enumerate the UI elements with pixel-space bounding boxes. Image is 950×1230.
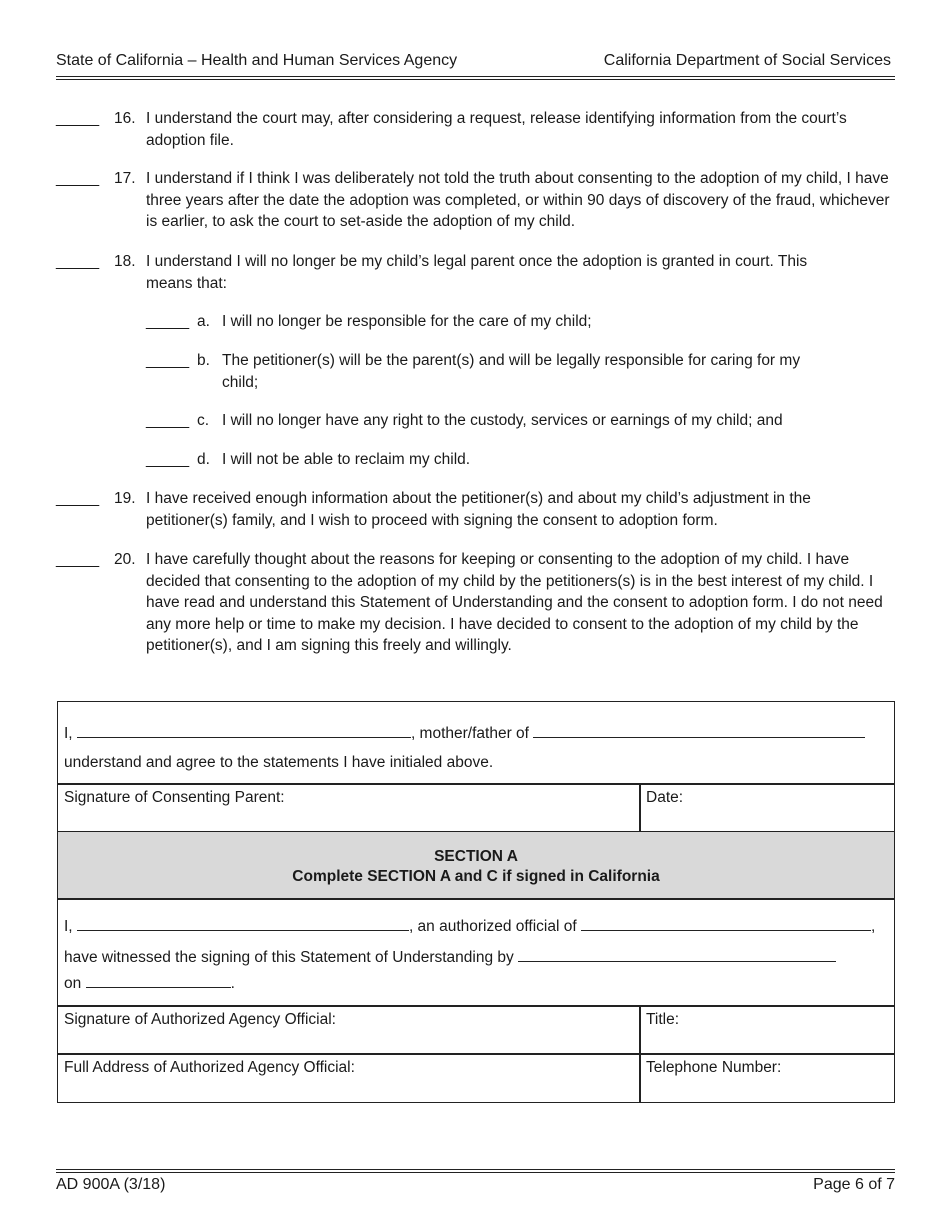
official-name-line: I, , an authorized official of , [64,918,876,935]
witness-line: have witnessed the signing of this Statement of Understanding by [64,947,836,967]
phone-label: Telephone Number: [646,1059,782,1076]
statement-number: 16. [114,110,136,127]
sub-text: I will no longer be responsible for the care of my child; [222,313,592,330]
statement-number: 19. [114,490,136,507]
statement-18c [146,410,846,432]
title-field[interactable] [641,1007,893,1053]
section-title: SECTION A [434,848,518,865]
address-label: Full Address of Authorized Agency Official: [64,1059,355,1076]
address-field[interactable] [58,1055,638,1101]
page-header [56,52,891,72]
sig-official-field[interactable] [58,1007,638,1053]
parent-name-line: I, , mother/father of [64,723,865,743]
sub-letter: a. [197,313,210,330]
initial-blank[interactable]: _____ [56,110,100,127]
sub-text: I will not be able to reclaim my child. [222,451,471,468]
footer-rule-2 [56,1172,895,1173]
date-field[interactable] [641,785,893,831]
sub-letter: c. [197,412,210,429]
header-agency: State of California – Health and Human Services Agency [56,52,458,69]
initial-blank[interactable]: _____ [56,551,100,568]
section-a-banner [58,832,894,898]
statement-number: 20. [114,551,136,568]
header-department: California Department of Social Services [603,52,891,69]
parent-name-field[interactable] [77,723,411,738]
statement-20 [56,549,896,659]
row-divider [58,898,894,900]
initial-blank[interactable]: _____ [56,490,100,507]
statement-number: 18. [114,253,136,270]
title-label: Title: [646,1011,680,1028]
initial-blank[interactable]: _____ [146,352,190,369]
statement-text: I understand the court may, after considering a request, release identifying information from the court’s adoption file. [146,110,847,149]
sub-letter: b. [197,352,210,369]
page-footer [56,1176,895,1196]
phone-field[interactable] [641,1055,893,1101]
footer-rule [56,1169,895,1170]
witnessed-parent-field[interactable] [518,947,836,962]
initial-blank[interactable]: _____ [56,170,100,187]
sub-text: I will no longer have any right to the custody, services or earnings of my child; and [222,412,783,429]
header-rule [56,76,895,77]
statement-18a [146,311,846,333]
sub-text: The petitioner(s) will be the parent(s) and will be legally responsible for caring for my child; [222,352,801,391]
form-number: AD 900A (3/18) [56,1176,166,1193]
sig-parent-field[interactable] [58,785,638,831]
page-number: Page 6 of 7 [813,1176,895,1193]
statement-18b [146,350,846,394]
statement-18d [146,449,846,471]
statement-18 [56,251,896,295]
header-rule-2 [56,79,895,80]
statement-text: I understand I will no longer be my child’s legal parent once the adoption is granted in court. This means that: [146,253,808,292]
sub-letter: d. [197,451,210,468]
sig-official-label: Signature of Authorized Agency Official: [64,1011,336,1028]
initial-blank[interactable]: _____ [56,253,100,270]
statement-text: I have received enough information about the petitioner(s) and about my child’s adjustment in the petitioner(s) family, and I wish to proceed with signing the consent to adoption form. [146,490,811,529]
date-label: Date: [646,789,684,806]
child-name-field[interactable] [533,723,865,738]
statement-19 [56,488,896,532]
statement-16 [56,108,896,152]
statement-number: 17. [114,170,136,187]
initial-blank[interactable]: _____ [146,451,190,468]
statement-text: I understand if I think I was deliberately not told the truth about consenting to the adoption of my child, I have three years after the date the adoption was completed, or within 90 days of discovery of the fraud, whichever is earlier, to ask the court to set-aside the adoption of my child. [146,170,890,230]
statement-17 [56,168,896,234]
section-subtitle: Complete SECTION A and C if signed in California [292,868,660,885]
witness-date-field[interactable] [86,973,231,988]
statement-text: I have carefully thought about the reasons for keeping or consenting to the adoption of my child. I have decided that consenting to the adoption of my child by the petitioners(s) is in the best interest of my child. I have read and understand this Statement of Understanding and the consent to adoption form. I do not need any more help or time to make my decision. I have decided to consent to the adoption of my child by the petitioner(s), and I am signing this freely and willingly. [146,551,883,654]
witness-date-line: on . [64,975,235,992]
agency-name-field[interactable] [581,916,871,931]
initial-blank[interactable]: _____ [146,313,190,330]
initial-blank[interactable]: _____ [146,412,190,429]
sig-parent-label: Signature of Consenting Parent: [64,789,285,806]
official-name-field[interactable] [77,916,409,931]
agree-statement: understand and agree to the statements I have initialed above. [64,754,494,771]
signature-form [57,701,895,1103]
